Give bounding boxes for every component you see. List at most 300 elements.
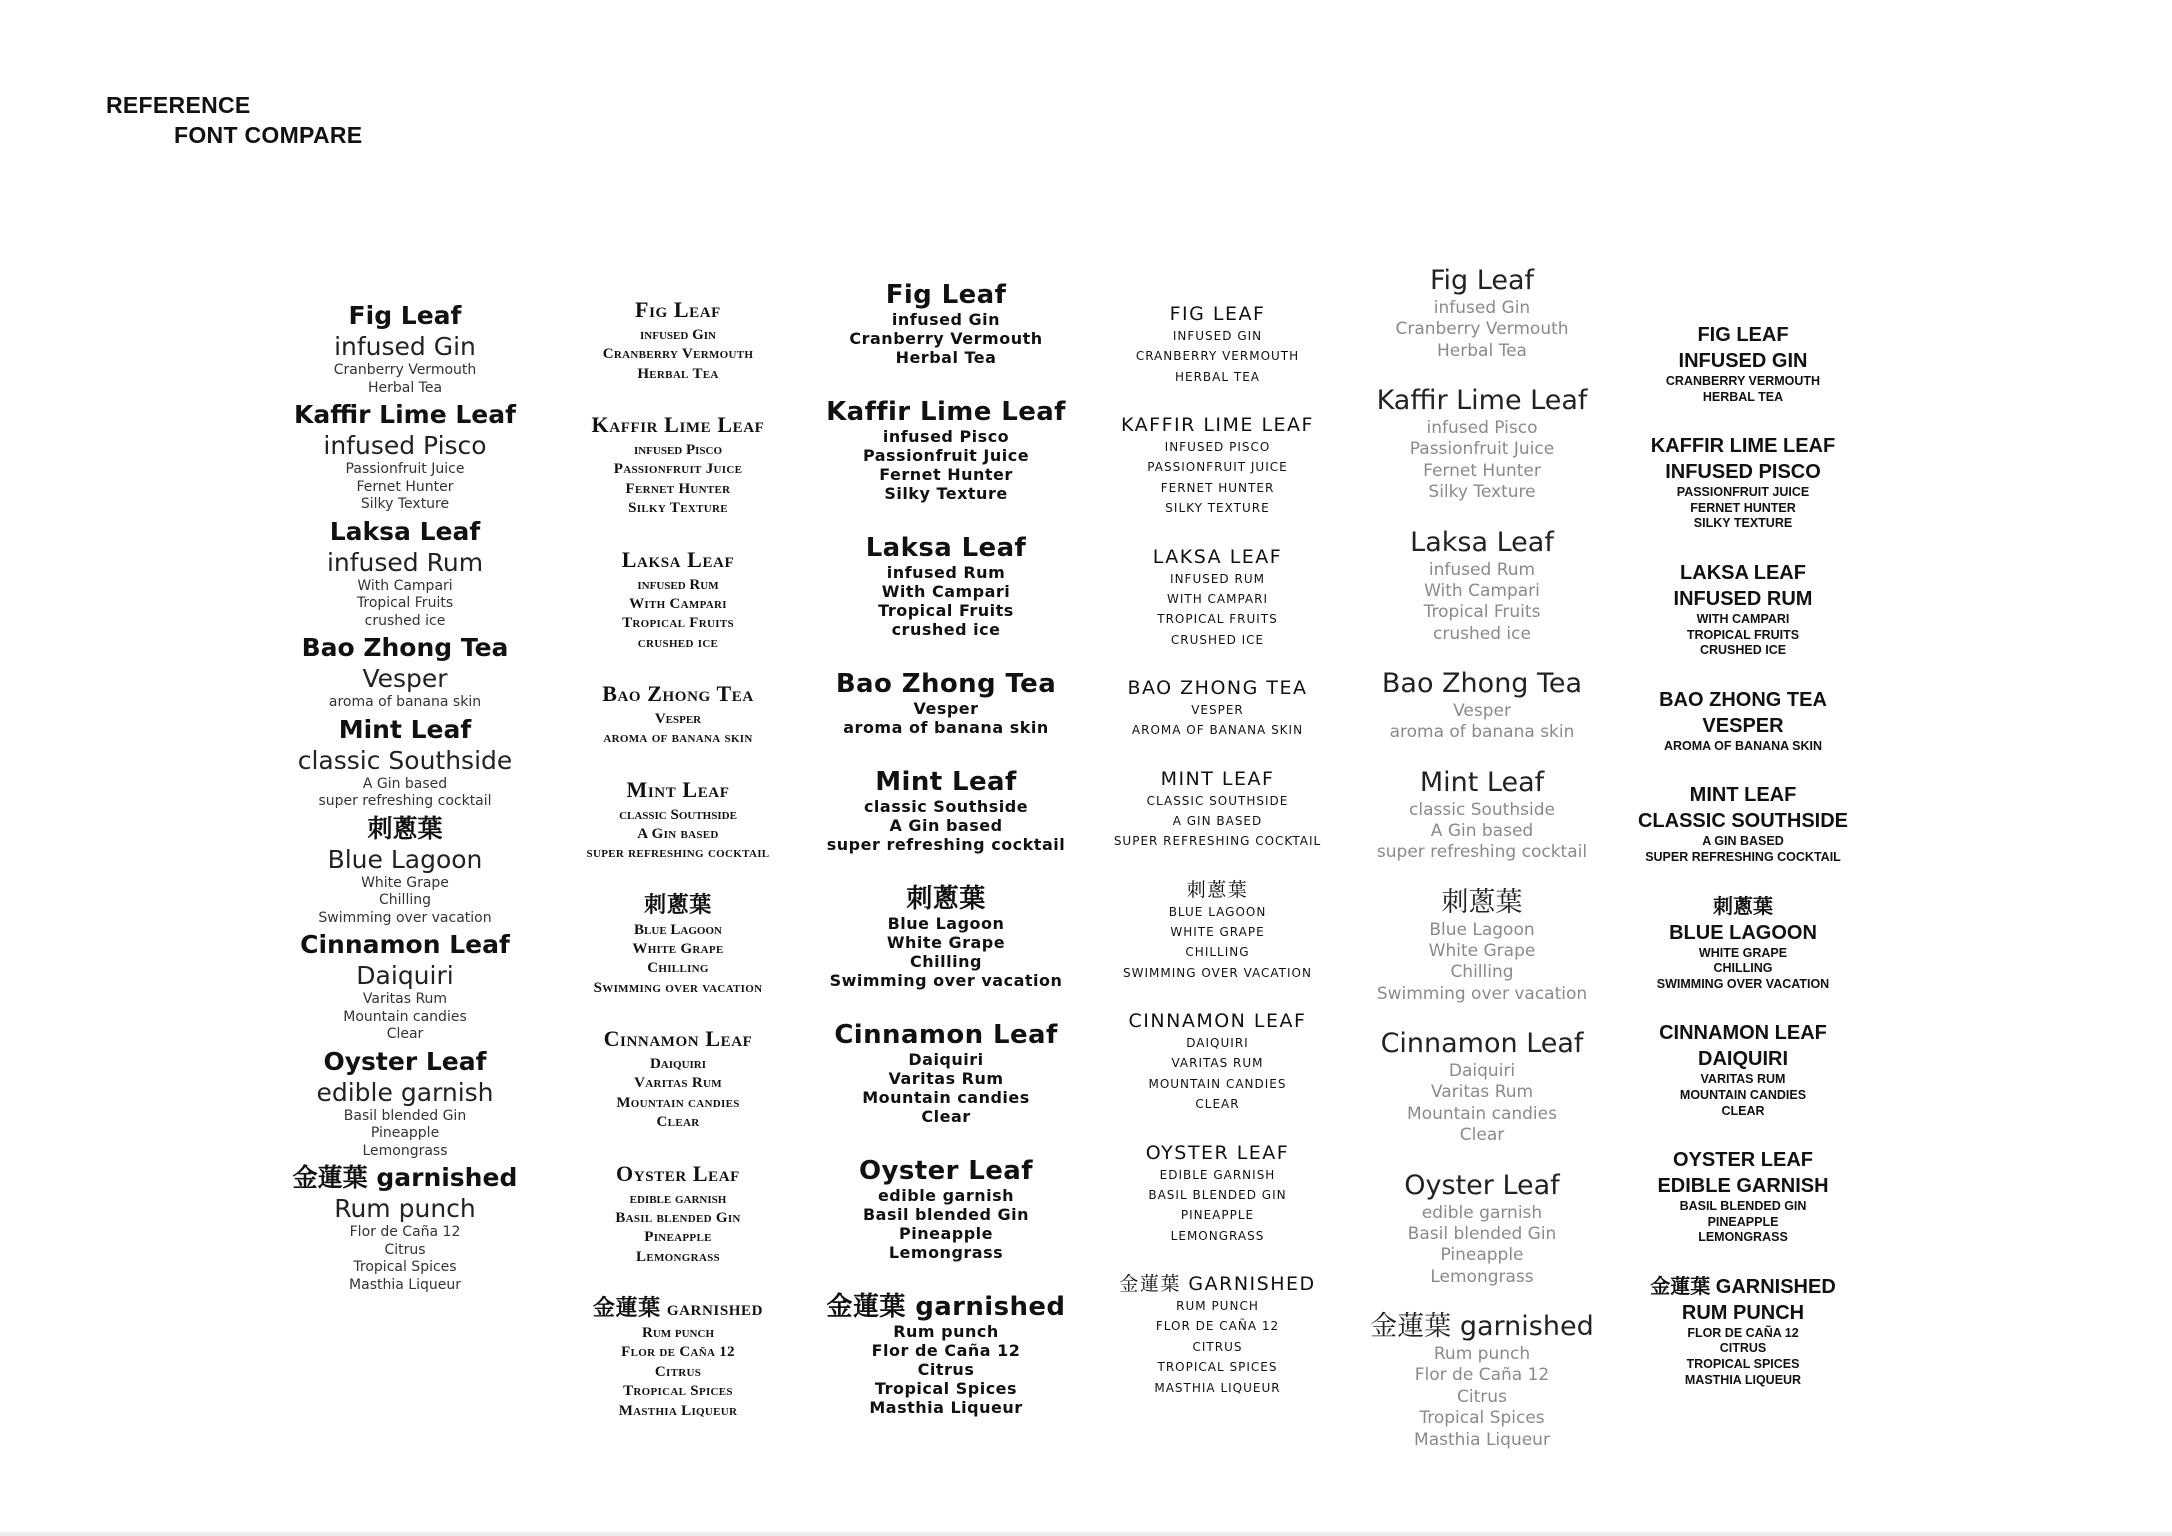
- menu-item-subtitle: Vesper: [913, 699, 979, 718]
- menu-item-subtitle: infused Pisco: [633, 442, 723, 458]
- menu-item-detail: AROMA OF BANANA SKIN: [1663, 738, 1823, 753]
- menu-item-detail: Fernet Hunter: [1423, 460, 1541, 481]
- menu-item-detail: With Campari: [357, 577, 453, 594]
- menu-item-block: [812, 280, 1080, 367]
- menu-item-subtitle: infused Rum: [326, 547, 484, 577]
- menu-item-title: Laksa Leaf: [865, 533, 1027, 563]
- menu-item-detail: Masthia Liqueur: [869, 1398, 1023, 1417]
- menu-item-title: Mint Leaf: [338, 714, 472, 744]
- menu-item-detail: Basil blended Gin: [343, 1107, 467, 1124]
- menu-item-detail: Citrus: [654, 1363, 702, 1380]
- font-sample-column-5: [1362, 264, 1602, 1473]
- menu-item-detail: Swimming over vacation: [593, 979, 763, 996]
- menu-item-detail: Mountain candies: [616, 1094, 740, 1111]
- menu-item-title: BAO ZHONG TEA: [1127, 677, 1308, 699]
- menu-item-detail: Pineapple: [370, 1125, 440, 1141]
- menu-item-detail: A Gin based: [637, 825, 719, 842]
- menu-item-block: [1090, 413, 1345, 519]
- menu-item-detail: Tropical Fruits: [622, 615, 734, 631]
- menu-item-subtitle: RUM PUNCH: [1176, 1299, 1259, 1313]
- menu-item-detail: Clear: [386, 1026, 424, 1042]
- menu-item-detail: CHILLING: [1713, 961, 1773, 976]
- menu-item-subtitle: BLUE LAGOON: [1669, 921, 1817, 944]
- menu-item-detail: A GIN BASED: [1172, 813, 1263, 828]
- menu-item-subtitle: classic Southside: [297, 745, 513, 775]
- menu-item-title: FIG LEAF: [1697, 324, 1789, 346]
- menu-item-subtitle: infused Pisco: [882, 427, 1010, 446]
- menu-item-block: [1362, 886, 1602, 1006]
- menu-item-block: [1362, 384, 1602, 504]
- menu-item-title: 金蓮葉 GARNISHED: [1650, 1275, 1836, 1298]
- menu-item-detail: With Campari: [881, 582, 1011, 601]
- menu-item-block: [1090, 767, 1345, 852]
- menu-item-title: LAKSA LEAF: [1152, 545, 1283, 568]
- menu-item-subtitle: edible garnish: [877, 1186, 1015, 1205]
- menu-item-subtitle: Blue Lagoon: [887, 914, 1005, 933]
- menu-item-title: KAFFIR LIME LEAF: [1121, 414, 1314, 436]
- menu-item-detail: Flor de Caña 12: [621, 1344, 735, 1360]
- menu-item-detail: Swimming over vacation: [1376, 983, 1588, 1004]
- menu-item-detail: Varitas Rum: [888, 1069, 1004, 1088]
- menu-item-detail: Lemongrass: [888, 1243, 1004, 1262]
- menu-item-detail: CITRUS: [1719, 1341, 1767, 1356]
- menu-item-detail: CITRUS: [1192, 1339, 1243, 1354]
- menu-item-block: [270, 300, 540, 397]
- menu-item-detail: aroma of banana skin: [843, 718, 1049, 737]
- menu-item-title: Fig Leaf: [885, 280, 1007, 310]
- menu-item-title: Kaffir Lime Leaf: [1376, 385, 1588, 416]
- menu-item-detail: Basil blended Gin: [862, 1205, 1030, 1224]
- menu-item-title: 刺蔥葉: [1713, 895, 1773, 918]
- menu-item-detail: CRUSHED ICE: [1699, 643, 1787, 658]
- menu-item-subtitle: edible garnish: [629, 1190, 727, 1207]
- menu-item-title: 刺蔥葉: [367, 813, 443, 843]
- menu-item-block: [1362, 667, 1602, 744]
- menu-item-detail: Clear: [656, 1114, 700, 1130]
- menu-item-subtitle: Blue Lagoon: [1429, 919, 1535, 940]
- menu-item-title: CINNAMON LEAF: [1128, 1010, 1307, 1032]
- menu-item-title: Cinnamon Leaf: [603, 1026, 753, 1051]
- menu-item-title: Mint Leaf: [875, 767, 1017, 797]
- menu-item-block: [540, 775, 816, 864]
- menu-item-title: Cinnamon Leaf: [300, 930, 510, 959]
- menu-item-title: Bao Zhong Tea: [602, 681, 754, 706]
- menu-item-block: [1612, 433, 1874, 532]
- menu-item-title: 金蓮葉 garnished: [592, 1295, 764, 1320]
- menu-item-block: [270, 1046, 540, 1161]
- page-bottom-edge: [0, 1532, 2172, 1536]
- menu-item-detail: Mountain candies: [343, 1008, 467, 1025]
- menu-item-title: MINT LEAF: [1160, 767, 1275, 790]
- menu-item-detail: crushed ice: [364, 612, 446, 629]
- menu-item-detail: Passionfruit Juice: [345, 461, 465, 477]
- menu-item-subtitle: Rum punch: [334, 1194, 476, 1223]
- menu-item-subtitle: Vesper: [654, 711, 702, 727]
- menu-item-block: [540, 545, 816, 654]
- font-sample-column-1: [270, 300, 540, 1296]
- menu-item-detail: TROPICAL FRUITS: [1157, 612, 1278, 626]
- menu-item-block: [1362, 264, 1602, 362]
- menu-item-detail: Cranberry Vermouth: [1395, 319, 1569, 339]
- menu-item-detail: Chilling: [647, 960, 709, 976]
- menu-item-detail: Fernet Hunter: [356, 478, 454, 495]
- menu-item-detail: PASSIONFRUIT JUICE: [1147, 460, 1288, 474]
- menu-item-detail: TROPICAL SPICES: [1686, 1357, 1800, 1372]
- menu-item-block: [1090, 545, 1345, 651]
- menu-item-detail: HERBAL TEA: [1174, 369, 1260, 384]
- menu-item-block: [270, 516, 540, 631]
- menu-item-block: [812, 669, 1080, 737]
- menu-item-detail: Citrus: [384, 1241, 426, 1258]
- menu-item-title: Cinnamon Leaf: [834, 1020, 1058, 1050]
- menu-item-title: Bao Zhong Tea: [835, 669, 1057, 699]
- menu-item-title: Laksa Leaf: [621, 546, 735, 572]
- menu-item-detail: Tropical Fruits: [356, 595, 454, 611]
- menu-item-title: Mint Leaf: [1419, 766, 1545, 798]
- menu-item-title: Fig Leaf: [635, 297, 721, 322]
- menu-item-subtitle: Rum punch: [1433, 1344, 1531, 1364]
- menu-item-detail: Fernet Hunter: [879, 465, 1013, 484]
- menu-item-title: Cinnamon Leaf: [1380, 1028, 1584, 1059]
- menu-item-subtitle: infused Rum: [1428, 559, 1536, 580]
- menu-item-detail: CRANBERRY VERMOUTH: [1665, 374, 1821, 388]
- menu-item-title: 金蓮葉 garnished: [1370, 1311, 1594, 1342]
- menu-item-subtitle: Daiquiri: [908, 1050, 984, 1069]
- menu-item-detail: aroma of banana skin: [1389, 722, 1575, 742]
- menu-item-detail: SILKY TEXTURE: [1693, 516, 1793, 531]
- menu-item-block: [540, 410, 816, 519]
- menu-item-block: [812, 884, 1080, 990]
- menu-item-title: Oyster Leaf: [1404, 1169, 1560, 1201]
- menu-item-detail: Lemongrass: [362, 1142, 448, 1159]
- menu-item-detail: PASSIONFRUIT JUICE: [1676, 485, 1810, 500]
- font-sample-column-3: [812, 280, 1080, 1447]
- menu-item-detail: Mountain candies: [1407, 1103, 1557, 1124]
- menu-item-detail: SUPER REFRESHING COCKTAIL: [1645, 849, 1841, 864]
- menu-item-detail: Citrus: [1457, 1386, 1507, 1407]
- menu-item-block: [1362, 526, 1602, 646]
- menu-item-detail: White Grape: [361, 874, 449, 891]
- menu-item-subtitle: EDIBLE GARNISH: [1657, 1175, 1829, 1198]
- menu-item-detail: Varitas Rum: [362, 991, 448, 1007]
- menu-item-detail: Herbal Tea: [895, 348, 997, 367]
- menu-item-detail: Masthia Liqueur: [349, 1276, 461, 1293]
- menu-item-detail: Varitas Rum: [1430, 1082, 1534, 1102]
- menu-item-subtitle: INFUSED RUM: [1673, 587, 1813, 610]
- menu-item-subtitle: edible garnish: [316, 1077, 494, 1107]
- menu-item-block: [812, 767, 1080, 854]
- menu-item-block: [540, 679, 816, 749]
- menu-item-detail: TROPICAL FRUITS: [1686, 627, 1800, 642]
- menu-item-block: [1362, 1310, 1602, 1451]
- header-title-line2: FONT COMPARE: [174, 122, 363, 148]
- menu-item-subtitle: Blue Lagoon: [634, 921, 722, 938]
- menu-item-block: [1612, 1147, 1874, 1246]
- menu-item-detail: BASIL BLENDED GIN: [1679, 1199, 1807, 1214]
- menu-item-subtitle: edible garnish: [1421, 1202, 1543, 1223]
- menu-item-title: Kaffir Lime Leaf: [294, 400, 516, 429]
- menu-item-subtitle: classic Southside: [619, 806, 737, 823]
- menu-item-detail: Pineapple: [644, 1229, 712, 1245]
- menu-item-detail: A Gin based: [889, 816, 1003, 835]
- menu-item-title: Laksa Leaf: [329, 516, 481, 546]
- menu-item-block: [812, 1292, 1080, 1417]
- menu-item-detail: Basil blended Gin: [615, 1209, 741, 1226]
- menu-item-subtitle: INFUSED RUM: [1170, 571, 1265, 586]
- menu-item-detail: FERNET HUNTER: [1690, 500, 1796, 515]
- menu-item-title: LAKSA LEAF: [1680, 561, 1806, 584]
- menu-item-detail: SUPER REFRESHING COCKTAIL: [1113, 834, 1322, 848]
- menu-item-subtitle: INFUSED PISCO: [1164, 440, 1271, 454]
- menu-item-subtitle: Vesper: [1453, 701, 1511, 721]
- menu-item-block: [540, 1159, 816, 1268]
- menu-item-detail: Silky Texture: [1428, 482, 1536, 502]
- menu-item-block: [270, 632, 540, 712]
- menu-item-detail: Passionfruit Juice: [862, 446, 1030, 465]
- menu-item-subtitle: infused Rum: [886, 563, 1006, 582]
- menu-item-detail: Masthia Liqueur: [1414, 1429, 1550, 1450]
- header-title-line1: REFERENCE: [106, 92, 251, 118]
- menu-item-title: 刺蔥葉: [906, 884, 986, 914]
- menu-item-detail: MOUNTAIN CANDIES: [1148, 1076, 1287, 1091]
- menu-item-detail: White Grape: [886, 933, 1006, 952]
- menu-item-block: [1090, 1141, 1345, 1247]
- menu-item-title: Bao Zhong Tea: [301, 633, 509, 662]
- menu-item-block: [1362, 766, 1602, 864]
- menu-item-detail: super refreshing cocktail: [318, 793, 492, 809]
- menu-item-detail: super refreshing cocktail: [586, 845, 770, 861]
- menu-item-subtitle: infused Gin: [891, 310, 1001, 329]
- menu-item-detail: WITH CAMPARI: [1696, 611, 1790, 626]
- menu-item-detail: LEMONGRASS: [1698, 1230, 1788, 1245]
- menu-item-detail: Citrus: [917, 1360, 975, 1379]
- menu-item-detail: MASTHIA LIQUEUR: [1684, 1372, 1802, 1387]
- menu-item-block: [812, 397, 1080, 503]
- menu-item-subtitle: INFUSED GIN: [1172, 329, 1263, 343]
- menu-item-detail: Cranberry Vermouth: [602, 346, 754, 362]
- menu-item-detail: super refreshing cocktail: [826, 835, 1066, 854]
- menu-item-detail: PINEAPPLE: [1707, 1214, 1779, 1229]
- menu-item-block: [1362, 1027, 1602, 1147]
- menu-item-title: 金蓮葉 garnished: [292, 1163, 518, 1192]
- menu-item-detail: crushed ice: [891, 620, 1001, 639]
- menu-item-title: Fig Leaf: [1429, 265, 1535, 296]
- menu-item-block: [270, 929, 540, 1044]
- menu-item-detail: With Campari: [629, 595, 727, 612]
- font-sample-column-4: [1090, 302, 1345, 1424]
- menu-item-subtitle: infused Gin: [334, 332, 476, 361]
- menu-item-title: Fig Leaf: [348, 301, 462, 330]
- menu-item-detail: TROPICAL SPICES: [1157, 1360, 1278, 1374]
- menu-item-detail: Swimming over vacation: [318, 909, 492, 926]
- menu-item-detail: PINEAPPLE: [1180, 1208, 1255, 1222]
- menu-item-detail: crushed ice: [1433, 623, 1531, 644]
- menu-item-subtitle: Rum punch: [893, 1322, 999, 1341]
- menu-item-detail: Clear: [1459, 1125, 1505, 1145]
- menu-item-subtitle: infused Pisco: [323, 431, 487, 460]
- menu-item-block: [1090, 302, 1345, 387]
- menu-item-subtitle: Vesper: [362, 664, 448, 693]
- menu-item-subtitle: INFUSED GIN: [1678, 350, 1808, 372]
- menu-item-detail: Tropical Spices: [623, 1383, 733, 1399]
- menu-item-block: [1090, 878, 1345, 984]
- menu-item-detail: Herbal Tea: [1437, 340, 1527, 361]
- menu-item-detail: Silky Texture: [628, 500, 728, 516]
- menu-item-detail: Chilling: [910, 952, 982, 971]
- menu-item-detail: aroma of banana skin: [603, 730, 753, 746]
- menu-item-subtitle: BLUE LAGOON: [1168, 904, 1267, 919]
- menu-item-subtitle: classic Southside: [863, 797, 1029, 816]
- menu-item-block: [812, 533, 1080, 639]
- menu-item-detail: White Grape: [1428, 940, 1536, 961]
- menu-item-block: [1612, 782, 1874, 865]
- menu-item-detail: A Gin based: [1430, 820, 1534, 841]
- menu-item-detail: VARITAS RUM: [1700, 1072, 1786, 1087]
- menu-item-subtitle: classic Southside: [1409, 799, 1555, 820]
- menu-item-block: [1090, 676, 1345, 741]
- menu-item-block: [1612, 560, 1874, 659]
- menu-item-detail: A GIN BASED: [1702, 834, 1784, 849]
- menu-item-title: Bao Zhong Tea: [1381, 668, 1583, 699]
- menu-item-title: KAFFIR LIME LEAF: [1650, 435, 1836, 458]
- font-sample-column-6: [1612, 322, 1874, 1416]
- menu-item-block: [270, 714, 540, 811]
- menu-item-block: [1612, 1020, 1874, 1119]
- menu-item-detail: Silky Texture: [360, 496, 450, 512]
- menu-item-detail: Varitas Rum: [634, 1075, 722, 1091]
- menu-item-subtitle: infused Gin: [640, 327, 716, 343]
- menu-item-subtitle: infused Pisco: [1426, 418, 1538, 438]
- menu-item-block: [540, 890, 816, 999]
- menu-item-subtitle: VESPER: [1702, 714, 1784, 737]
- menu-item-title: OYSTER LEAF: [1672, 1149, 1813, 1172]
- menu-item-title: BAO ZHONG TEA: [1659, 688, 1827, 711]
- menu-item-block: [1612, 1274, 1874, 1388]
- menu-item-detail: Swimming over vacation: [829, 971, 1063, 990]
- menu-item-title: 金蓮葉 GARNISHED: [1119, 1273, 1316, 1295]
- menu-item-detail: Tropical Spices: [353, 1259, 457, 1275]
- menu-item-title: Oyster Leaf: [616, 1160, 740, 1186]
- menu-item-detail: Masthia Liqueur: [618, 1402, 738, 1419]
- menu-item-detail: With Campari: [1424, 580, 1540, 601]
- menu-item-detail: Fernet Hunter: [625, 480, 731, 497]
- menu-item-block: [812, 1156, 1080, 1262]
- menu-item-detail: Lemongrass: [636, 1248, 720, 1265]
- menu-item-detail: Tropical Spices: [874, 1379, 1018, 1398]
- menu-item-detail: Flor de Caña 12: [871, 1341, 1021, 1360]
- menu-item-detail: WHITE GRAPE: [1170, 924, 1265, 939]
- menu-item-detail: SWIMMING OVER VACATION: [1123, 965, 1312, 980]
- menu-item-block: [270, 813, 540, 928]
- menu-item-detail: Clear: [921, 1107, 971, 1126]
- menu-item-subtitle: Daiquiri: [1448, 1061, 1516, 1081]
- menu-item-detail: FLOR DE CAÑA 12: [1687, 1325, 1799, 1340]
- menu-item-subtitle: Daiquiri: [356, 961, 454, 990]
- menu-item-detail: AROMA OF BANANA SKIN: [1131, 723, 1304, 737]
- menu-item-detail: BASIL BLENDED GIN: [1148, 1187, 1287, 1202]
- menu-item-subtitle: infused Gin: [1433, 298, 1531, 318]
- menu-item-detail: Pineapple: [899, 1224, 993, 1243]
- menu-item-block: [812, 1020, 1080, 1126]
- menu-item-block: [540, 295, 816, 384]
- menu-item-subtitle: VESPER: [1191, 703, 1244, 717]
- menu-item-detail: Flor de Caña 12: [349, 1224, 461, 1240]
- menu-item-detail: White Grape: [632, 940, 724, 957]
- menu-item-detail: Passionfruit Juice: [613, 461, 743, 477]
- menu-item-detail: Flor de Caña 12: [1414, 1365, 1550, 1385]
- menu-item-title: MINT LEAF: [1689, 784, 1797, 807]
- menu-item-subtitle: DAIQUIRI: [1698, 1048, 1788, 1071]
- menu-item-subtitle: DAIQUIRI: [1186, 1036, 1249, 1050]
- menu-item-block: [270, 399, 540, 514]
- menu-item-detail: Pineapple: [1440, 1245, 1524, 1265]
- menu-item-detail: Herbal Tea: [637, 365, 719, 382]
- menu-item-title: Oyster Leaf: [323, 1046, 487, 1076]
- menu-item-detail: VARITAS RUM: [1171, 1056, 1264, 1070]
- document-header: [106, 90, 362, 150]
- menu-item-title: 刺蔥葉: [1441, 886, 1523, 918]
- menu-item-detail: Tropical Spices: [1419, 1408, 1545, 1428]
- font-sample-column-2: [540, 295, 816, 1447]
- menu-item-detail: super refreshing cocktail: [1376, 842, 1588, 862]
- menu-item-detail: CHILLING: [1185, 945, 1250, 959]
- menu-item-detail: crushed ice: [637, 634, 719, 651]
- menu-item-detail: Tropical Fruits: [1423, 602, 1541, 622]
- menu-item-detail: Basil blended Gin: [1407, 1223, 1557, 1244]
- menu-item-detail: Lemongrass: [1430, 1266, 1534, 1287]
- menu-item-detail: Cranberry Vermouth: [849, 329, 1043, 348]
- menu-item-block: [270, 1162, 540, 1294]
- menu-item-block: [1362, 1169, 1602, 1289]
- menu-item-subtitle: CLASSIC SOUTHSIDE: [1146, 793, 1289, 808]
- menu-item-detail: LEMONGRASS: [1170, 1228, 1265, 1243]
- menu-item-detail: FERNET HUNTER: [1160, 480, 1275, 495]
- menu-item-block: [1612, 322, 1874, 405]
- menu-item-detail: A Gin based: [362, 775, 448, 792]
- menu-item-title: Kaffir Lime Leaf: [826, 397, 1066, 427]
- menu-item-title: 刺蔥葉: [644, 891, 712, 917]
- menu-item-detail: Mountain candies: [862, 1088, 1030, 1107]
- menu-item-detail: Silky Texture: [884, 484, 1008, 503]
- menu-item-block: [1090, 1009, 1345, 1115]
- menu-item-subtitle: CLASSIC SOUTHSIDE: [1637, 810, 1849, 833]
- menu-item-title: FIG LEAF: [1169, 303, 1266, 325]
- menu-item-block: [540, 1293, 816, 1421]
- menu-item-detail: SILKY TEXTURE: [1165, 501, 1270, 515]
- menu-item-subtitle: Blue Lagoon: [327, 844, 483, 874]
- menu-item-block: [1090, 1272, 1345, 1398]
- menu-item-block: [1612, 894, 1874, 993]
- menu-item-detail: SWIMMING OVER VACATION: [1656, 976, 1830, 991]
- menu-item-detail: Chilling: [379, 892, 431, 908]
- menu-item-detail: aroma of banana skin: [328, 694, 482, 710]
- menu-item-subtitle: Rum punch: [641, 1325, 714, 1341]
- menu-item-detail: HERBAL TEA: [1702, 389, 1784, 404]
- menu-item-detail: Cranberry Vermouth: [333, 362, 477, 378]
- menu-item-detail: CRANBERRY VERMOUTH: [1135, 349, 1300, 363]
- menu-item-detail: MASTHIA LIQUEUR: [1154, 1380, 1281, 1395]
- menu-item-title: CINNAMON LEAF: [1659, 1022, 1827, 1045]
- menu-item-title: Mint Leaf: [626, 776, 730, 802]
- menu-item-detail: Passionfruit Juice: [1409, 439, 1555, 459]
- menu-item-detail: WITH CAMPARI: [1166, 591, 1269, 606]
- menu-item-subtitle: RUM PUNCH: [1681, 1301, 1805, 1324]
- menu-item-title: 刺蔥葉: [1186, 878, 1249, 901]
- menu-item-detail: CRUSHED ICE: [1170, 632, 1265, 647]
- menu-item-title: 金蓮葉 garnished: [826, 1292, 1066, 1322]
- menu-item-title: OYSTER LEAF: [1145, 1141, 1290, 1164]
- menu-item-title: Oyster Leaf: [859, 1156, 1033, 1186]
